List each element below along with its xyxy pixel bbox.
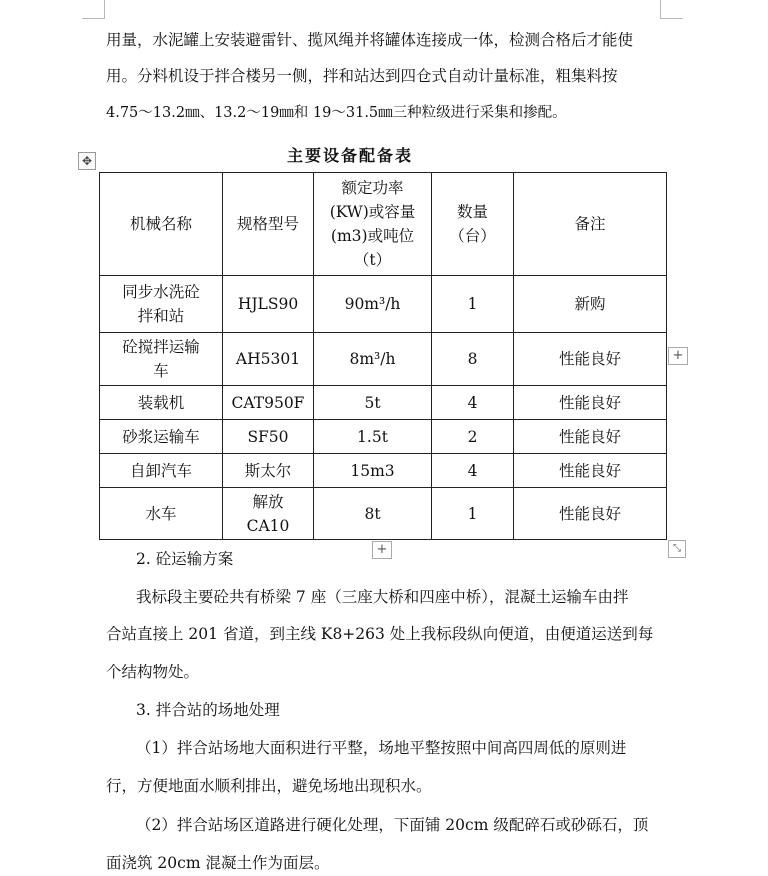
header-cell-model: 规格型号	[223, 173, 314, 276]
paragraph-line: （2）拌合站场区道路进行硬化处理，下面铺 20cm 级配碎石或砂砾石，顶	[136, 816, 649, 834]
page-corner-mark-top-right	[660, 0, 683, 19]
paragraph-line: 个结构物处。	[106, 663, 200, 681]
cell-quantity: 4	[432, 386, 514, 420]
header-cell-note: 备注	[514, 173, 667, 276]
cell-quantity: 4	[432, 454, 514, 488]
cell-model: CAT950F	[223, 386, 314, 420]
header-cell-capacity: 额定功率 (KW)或容量 (m3)或吨位 （t）	[314, 173, 432, 276]
paragraph-line: 行，方便地面水顺利排出，避免场地出现积水。	[106, 777, 432, 795]
paragraph-line: 用量，水泥罐上安装避雷针、揽风绳并将罐体连接成一体，检测合格后才能使	[106, 31, 634, 49]
paragraph-line: 用。分料机设于拌合楼另一侧，拌和站达到四仓式自动计量标准，粗集料按	[106, 67, 618, 85]
page-corner-mark-top-left	[82, 0, 105, 19]
paragraph-line: 合站直接上 201 省道，到主线 K8+263 处上我标段纵向便道，由便道运送到每	[106, 625, 654, 643]
table-row	[100, 420, 667, 454]
cell-model: 斯太尔	[223, 454, 314, 488]
section-heading: 3. 拌合站的场地处理	[136, 701, 280, 719]
cell-name: 同步水洗砼 拌和站	[100, 276, 223, 333]
cell-quantity: 8	[432, 333, 514, 386]
cell-note: 性能良好	[514, 333, 667, 386]
add-row-button[interactable]: +	[372, 541, 392, 559]
cell-quantity: 1	[432, 276, 514, 333]
cell-capacity: 90m³/h	[314, 276, 432, 333]
table-row	[100, 488, 667, 540]
cell-capacity: 8t	[314, 488, 432, 540]
table-row	[100, 454, 667, 488]
paragraph-line: 我标段主要砼共有桥梁 7 座（三座大桥和四座中桥），混凝土运输车由拌	[136, 588, 629, 606]
cell-note: 性能良好	[514, 420, 667, 454]
cell-note: 新购	[514, 276, 667, 333]
cell-quantity: 1	[432, 488, 514, 540]
header-cell-quantity: 数量 （台）	[432, 173, 514, 276]
paragraph-line: 4.75～13.2㎜、13.2～19㎜和 19～31.5㎜三种粒级进行采集和掺配。	[106, 105, 567, 121]
cell-note: 性能良好	[514, 454, 667, 488]
cell-note: 性能良好	[514, 386, 667, 420]
cell-name: 砼搅拌运输 车	[100, 333, 223, 386]
table-row	[100, 386, 667, 420]
header-cell-name: 机械名称	[100, 173, 223, 276]
cell-model: HJLS90	[223, 276, 314, 333]
cell-capacity: 1.5t	[314, 420, 432, 454]
table-resize-handle-icon[interactable]: ⤡	[668, 540, 686, 558]
cell-name: 水车	[100, 488, 223, 540]
paragraph-line: （1）拌合站场地大面积进行平整，场地平整按照中间高四周低的原则进	[136, 739, 627, 757]
cell-capacity: 5t	[314, 386, 432, 420]
add-column-button[interactable]: +	[668, 347, 688, 365]
table-row	[100, 276, 667, 333]
table-move-handle-icon[interactable]: ✥	[78, 152, 96, 170]
cell-model: SF50	[223, 420, 314, 454]
cell-name: 砂浆运输车	[100, 420, 223, 454]
table-title: 主要设备配备表	[286, 146, 413, 165]
cell-model: 解放 CA10	[223, 488, 314, 540]
table-header-row	[100, 173, 667, 276]
table-row	[100, 333, 667, 386]
cell-model: AH5301	[223, 333, 314, 386]
cell-capacity: 8m³/h	[314, 333, 432, 386]
cell-capacity: 15m3	[314, 454, 432, 488]
section-heading: 2. 砼运输方案	[136, 550, 234, 568]
paragraph-line: 面浇筑 20cm 混凝土作为面层。	[106, 854, 330, 872]
cell-quantity: 2	[432, 420, 514, 454]
equipment-table	[99, 172, 667, 540]
cell-note: 性能良好	[514, 488, 667, 540]
cell-name: 装载机	[100, 386, 223, 420]
cell-name: 自卸汽车	[100, 454, 223, 488]
